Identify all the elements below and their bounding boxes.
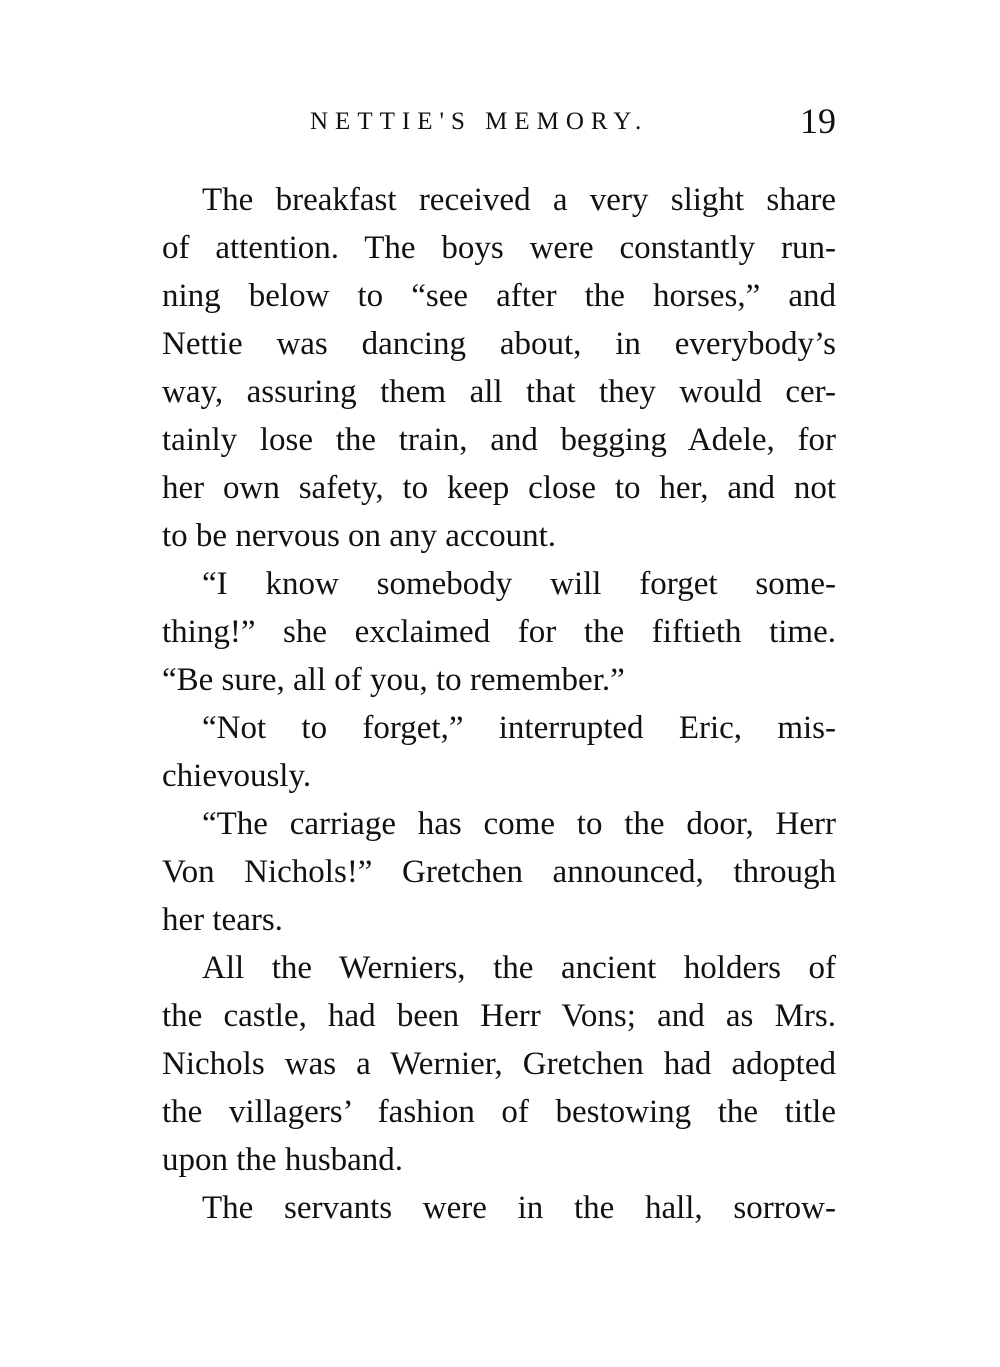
text-line: chievously. [162, 758, 312, 794]
paragraph-nettie-quote [162, 560, 836, 704]
text-line: “Not to forget,” interrupted Eric, mis- [202, 710, 836, 746]
running-title: NETTIE'S MEMORY. [310, 108, 649, 135]
body-text [162, 176, 836, 1232]
text-line: “The carriage has come to the door, Herr [202, 806, 836, 842]
text-line: her tears. [162, 902, 283, 938]
text-line: thing!” she exclaimed for the fiftieth time. [162, 614, 836, 650]
text-line: Nettie was dancing about, in everybody’s [162, 326, 836, 362]
text-line: “I know somebody will forget some- [202, 566, 836, 602]
text-line: ning below to “see after the horses,” and [162, 278, 836, 314]
text-line: upon the husband. [162, 1142, 404, 1178]
text-line: her own safety, to keep close to her, and not [162, 470, 836, 506]
paragraph-werniers [162, 944, 836, 1184]
text-line: Nichols was a Wernier, Gretchen had adopted [162, 1046, 836, 1082]
text-line: the castle, had been Herr Vons; and as Mrs. [162, 998, 836, 1034]
text-line: Von Nichols!” Gretchen announced, through [162, 854, 836, 890]
text-line: way, assuring them all that they would cer- [162, 374, 836, 410]
text-line: tainly lose the train, and begging Adele, for [162, 422, 836, 458]
paragraph-servants [162, 1184, 836, 1232]
text-line: of attention. The boys were constantly run- [162, 230, 836, 266]
paragraph-breakfast [162, 176, 836, 560]
paragraph-eric-quote [162, 704, 836, 800]
text-line: The breakfast received a very slight share [202, 182, 836, 218]
text-line: “Be sure, all of you, to remember.” [162, 662, 625, 698]
paragraph-gretchen-quote [162, 800, 836, 944]
text-line: to be nervous on any account. [162, 518, 557, 554]
text-line: the villagers’ fashion of bestowing the title [162, 1094, 836, 1130]
running-head [160, 100, 836, 144]
text-line: All the Werniers, the ancient holders of [202, 950, 836, 986]
page-number: 19 [800, 101, 836, 141]
text-line: The servants were in the hall, sorrow- [202, 1190, 836, 1226]
